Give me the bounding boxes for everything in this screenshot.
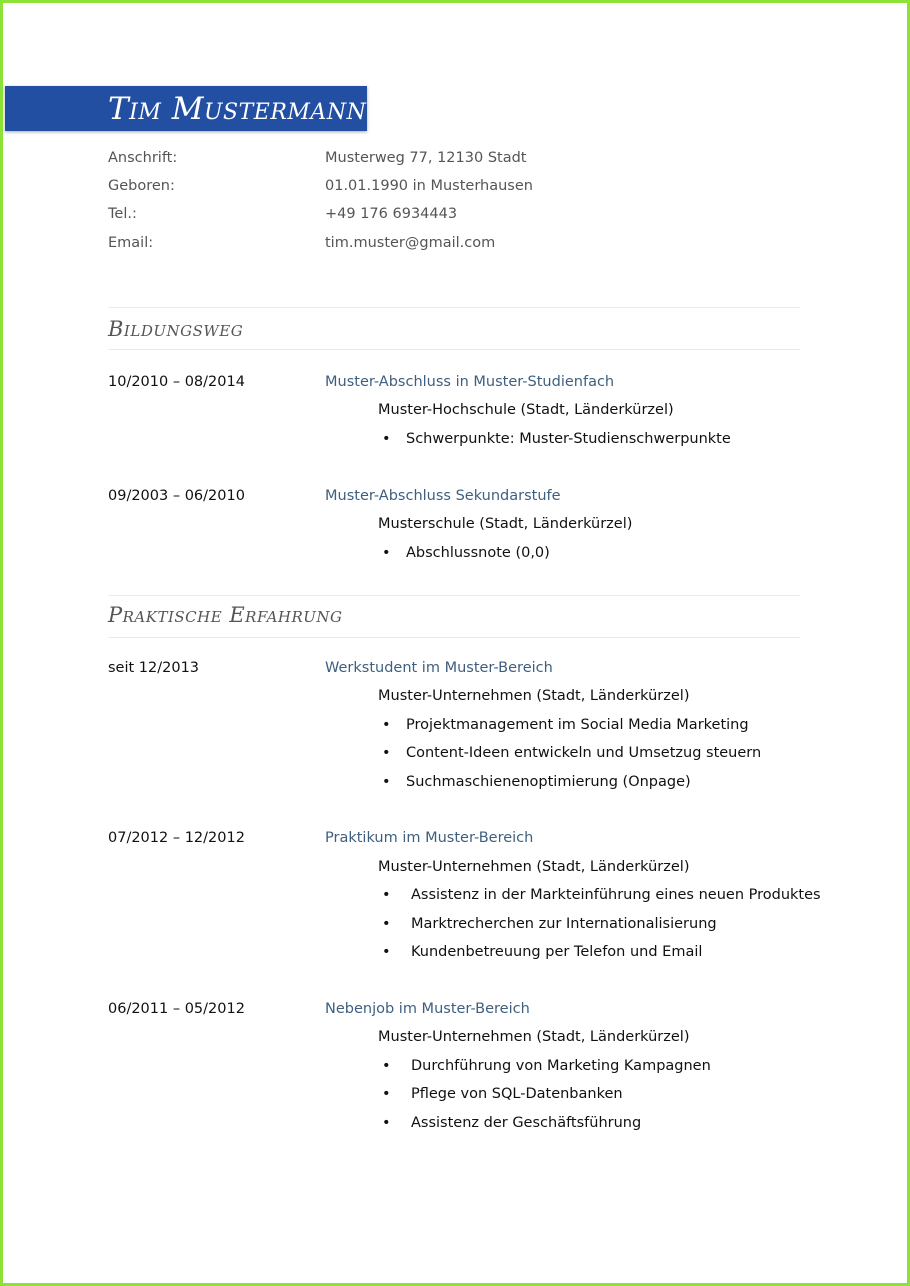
entry-date: 06/2011 – 05/2012 bbox=[108, 1001, 245, 1017]
contact-email-value[interactable]: tim.muster@gmail.com bbox=[325, 235, 496, 251]
entry-organization: Muster-Unternehmen (Stadt, Länderkürzel) bbox=[378, 859, 690, 875]
bullet-icon: • bbox=[382, 545, 391, 561]
section-title-experience: Praktische Erfahrung bbox=[108, 603, 343, 627]
entry-title: Muster-Abschluss in Muster-Studienfach bbox=[325, 374, 615, 390]
section-divider bbox=[108, 307, 800, 308]
list-item-text: Durchführung von Marketing Kampagnen bbox=[411, 1058, 711, 1074]
contact-label: Tel.: bbox=[108, 206, 137, 222]
list-item-text: Projektmanagement im Social Media Marketing bbox=[406, 717, 749, 733]
list-item-text: Abschlussnote (0,0) bbox=[406, 545, 550, 561]
list-item-text: Assistenz in der Markteinführung eines neuen Produktes bbox=[411, 887, 821, 903]
bullet-icon: • bbox=[382, 1058, 391, 1074]
section-title-education: Bildungsweg bbox=[108, 317, 244, 341]
section-divider bbox=[108, 349, 800, 350]
entry-title: Werkstudent im Muster-Bereich bbox=[325, 660, 553, 676]
section-divider bbox=[108, 595, 800, 596]
list-item-text: Content-Ideen entwickeln und Umsetzug steuern bbox=[406, 745, 762, 761]
list-item-text: Suchmaschienenoptimierung (Onpage) bbox=[406, 774, 691, 790]
bullet-icon: • bbox=[382, 717, 391, 733]
bullet-icon: • bbox=[382, 1115, 391, 1131]
entry-date: seit 12/2013 bbox=[108, 660, 200, 676]
contact-label: Email: bbox=[108, 235, 154, 251]
contact-value: +49 176 6934443 bbox=[325, 206, 458, 222]
entry-organization: Muster-Hochschule (Stadt, Länderkürzel) bbox=[378, 402, 674, 418]
entry-organization: Muster-Unternehmen (Stadt, Länderkürzel) bbox=[378, 1029, 690, 1045]
entry-title: Nebenjob im Muster-Bereich bbox=[325, 1001, 530, 1017]
list-item-text: Marktrecherchen zur Internationalisierung bbox=[411, 916, 717, 932]
contact-value: 01.01.1990 in Musterhausen bbox=[325, 178, 533, 194]
bullet-icon: • bbox=[382, 745, 391, 761]
entry-date: 10/2010 – 08/2014 bbox=[108, 374, 245, 390]
bullet-icon: • bbox=[382, 887, 391, 903]
contact-label: Geboren: bbox=[108, 178, 175, 194]
entry-title: Muster-Abschluss Sekundarstufe bbox=[325, 488, 561, 504]
list-item-text: Assistenz der Geschäftsführung bbox=[411, 1115, 642, 1131]
entry-organization: Muster-Unternehmen (Stadt, Länderkürzel) bbox=[378, 688, 690, 704]
bullet-icon: • bbox=[382, 944, 391, 960]
contact-value: Musterweg 77, 12130 Stadt bbox=[325, 150, 527, 166]
entry-date: 07/2012 – 12/2012 bbox=[108, 830, 245, 846]
bullet-icon: • bbox=[382, 774, 391, 790]
entry-organization: Musterschule (Stadt, Länderkürzel) bbox=[378, 516, 633, 532]
list-item-text: Kundenbetreuung per Telefon und Email bbox=[411, 944, 703, 960]
list-item-text: Schwerpunkte: Muster-Studienschwerpunkte bbox=[406, 431, 731, 447]
bullet-icon: • bbox=[382, 431, 391, 447]
list-item-text: Pflege von SQL-Datenbanken bbox=[411, 1086, 623, 1102]
section-divider bbox=[108, 637, 800, 638]
entry-title: Praktikum im Muster-Bereich bbox=[325, 830, 534, 846]
bullet-icon: • bbox=[382, 1086, 391, 1102]
bullet-icon: • bbox=[382, 916, 391, 932]
candidate-name: Tim Mustermann bbox=[108, 91, 367, 127]
entry-date: 09/2003 – 06/2010 bbox=[108, 488, 245, 504]
contact-label: Anschrift: bbox=[108, 150, 178, 166]
